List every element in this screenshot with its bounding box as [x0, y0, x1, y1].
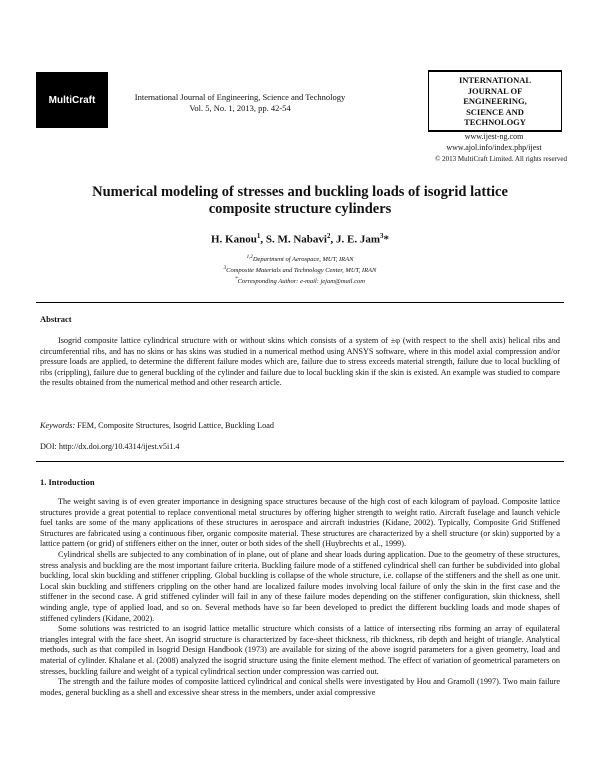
affiliation: [40, 253, 560, 264]
box-line: JOURNAL OF: [467, 85, 523, 96]
corresponding-mark: *: [383, 233, 389, 246]
multicraft-logo: [36, 72, 108, 128]
journal-url[interactable]: www.ijest-ng.com: [464, 132, 524, 141]
journal-urls: [428, 132, 560, 153]
doi[interactable]: DOI: http://dx.doi.org/10.4314/ijest.v5i1.4: [40, 442, 180, 451]
affiliation-text: Corresponding Author: e-mail: jejam@mail.com: [237, 278, 365, 286]
keywords-label: Keywords:: [40, 421, 76, 430]
divider: [36, 461, 564, 462]
author-name: H. Kanou: [211, 233, 257, 246]
affiliation-sup: *: [235, 277, 238, 283]
affiliations: [40, 253, 560, 286]
affiliation-text: Department of Aerospace, MUT, IRAN: [252, 256, 354, 264]
paper-title: [40, 184, 560, 218]
affiliation: [40, 275, 560, 286]
paragraph: Some solutions was restricted to an isogrid lattice metallic structure which consists of a lattice of intersecting ribs forming an array of equilateral triangles integral with the face sheet. An isogrid structure is characterized by face-sheet thickness, rib thickness, rib depth and height of triangle. Analytical methods, such as that compiled in Isogrid Design Handbook (1973) are available for sizing of the above isogrid parameters for a given geometry, load and material of cylinder. Khalane et al. (2008) analyzed the isogrid structure using the finite element method. The effect of variation of geometrical parameters on stresses, buckling failure and weight of a typical cylindrical section under compression was carried out.: [40, 624, 560, 676]
author-name: S. M. Nabavi: [265, 233, 327, 246]
box-line: SCIENCE AND: [466, 106, 524, 117]
author-sup: 1: [256, 232, 261, 240]
journal-title-box: [428, 70, 562, 132]
journal-url[interactable]: www.ajol.info/index.php/ijest: [446, 142, 542, 152]
journal-title-box-text: [429, 75, 561, 128]
affiliation-sup: 1,2: [246, 255, 253, 260]
author-list: H. Kanou$^1$, S. M. Nabavi$^2$, J. E. Jam$^3$*: [211, 232, 389, 246]
affiliation-sup: 3: [223, 266, 227, 272]
keywords-text: FEM, Composite Structures, Isogrid Lattice, Buckling Load: [75, 421, 274, 430]
author-name: J. E. Jam: [335, 233, 380, 246]
abstract-text: Isogrid composite lattice cylindrical structure with or without skins which consists of a system of ±φ (with respect to the shell axis) helical ribs and circumferential ribs, and has no skins or has skins was studied in a numerical method using ANSYS software, where in this model axial compression and/or pressure loads are applied, to determine the different failure modes which are, failure due to stress exceeds material strength, failure due to local buckling of ribs (crippling), failure due to general buckling of the cylinder and failure due to local buckling skin if the skin is existed. An example was studied to compare the results obtained from the numerical method and other research article.: [40, 336, 560, 388]
box-line: ENGINEERING,: [463, 96, 527, 106]
journal-name: International Journal of Engineering, Science and Technology: [134, 92, 346, 102]
affiliation: [40, 264, 560, 275]
paragraph: The weight saving is of even greater importance in designing space structures because of the high cost of each kilogram of payload. Composite lattice structures provide a great potential to replace conventional metal structures by offering higher strength to weight ratio. Aircraft fuselage and launch vehicle fuel tanks are some of the many applications of these structures in aerospace and aircraft industries (Kidane, 2002). Typically, Composite Grid Stiffened Structures are fabricated using a continuous fiber, organic composite material. These structures are characterized by a shell structure (or skin) supported by a lattice pattern (or grid) of stiffeners either on the inner, outer or both sides of the shell (Huybrechts et al., 1999).: [40, 497, 560, 549]
divider: [36, 302, 564, 303]
keywords: [40, 421, 274, 430]
introduction-body: [40, 497, 560, 698]
box-line: INTERNATIONAL: [458, 75, 532, 85]
abstract-heading: Abstract: [40, 314, 72, 324]
journal-citation: [110, 92, 370, 114]
box-line: TECHNOLOGY: [464, 117, 526, 127]
paragraph: The strength and the failure modes of composite latticed cylindrical and conical shells were investigated by Hou and Gramoll (1997). Two main failure modes, general buckling as a shell and excessive shear stress in the members, under axial compressive: [40, 677, 560, 697]
affiliation-text: Composite Materials and Technology Center, MUT, IRAN: [226, 267, 377, 275]
introduction-heading: 1. Introduction: [40, 477, 95, 487]
logo-text: MultiCraft: [48, 94, 96, 106]
title-line: composite structure cylinders: [208, 201, 392, 217]
copyright-notice: © 2013 MultiCraft Limited. All rights reserved: [435, 155, 567, 163]
author-sup: 2: [326, 232, 331, 240]
abstract-body: [40, 336, 560, 389]
title-line: Numerical modeling of stresses and buckling loads of isogrid lattice: [92, 184, 508, 200]
author-sup: 3: [379, 232, 384, 240]
journal-volume: Vol. 5, No. 1, 2013, pp. 42-54: [189, 103, 291, 113]
paragraph: Cylindrical shells are subjected to any combination of in plane, out of plane and shear loads during application. Due to the geometry of these structures, stress analysis and buckling are the most important failure criteria. Buckling failure mode of a stiffened cylindrical shell can further be subdivided into global buckling, local skin buckling and stiffener crippling. Global buckling is collapse of the whole structure, i.e. collapse of the stiffeners and the shell as one unit. Local skin buckling and stiffeners crippling on the other hand are localized failure modes involving local failure of only the skin in the first case and the stiffener in the second case. A grid stiffened cylinder will fail in any of these failure modes depending on the stiffener configuration, skin thickness, shell winding angle, type of applied load, and so on. Several methods have so far been developed to predict the different buckling loads and mode shapes of stiffened cylinders (Kidane, 2002).: [40, 549, 560, 623]
